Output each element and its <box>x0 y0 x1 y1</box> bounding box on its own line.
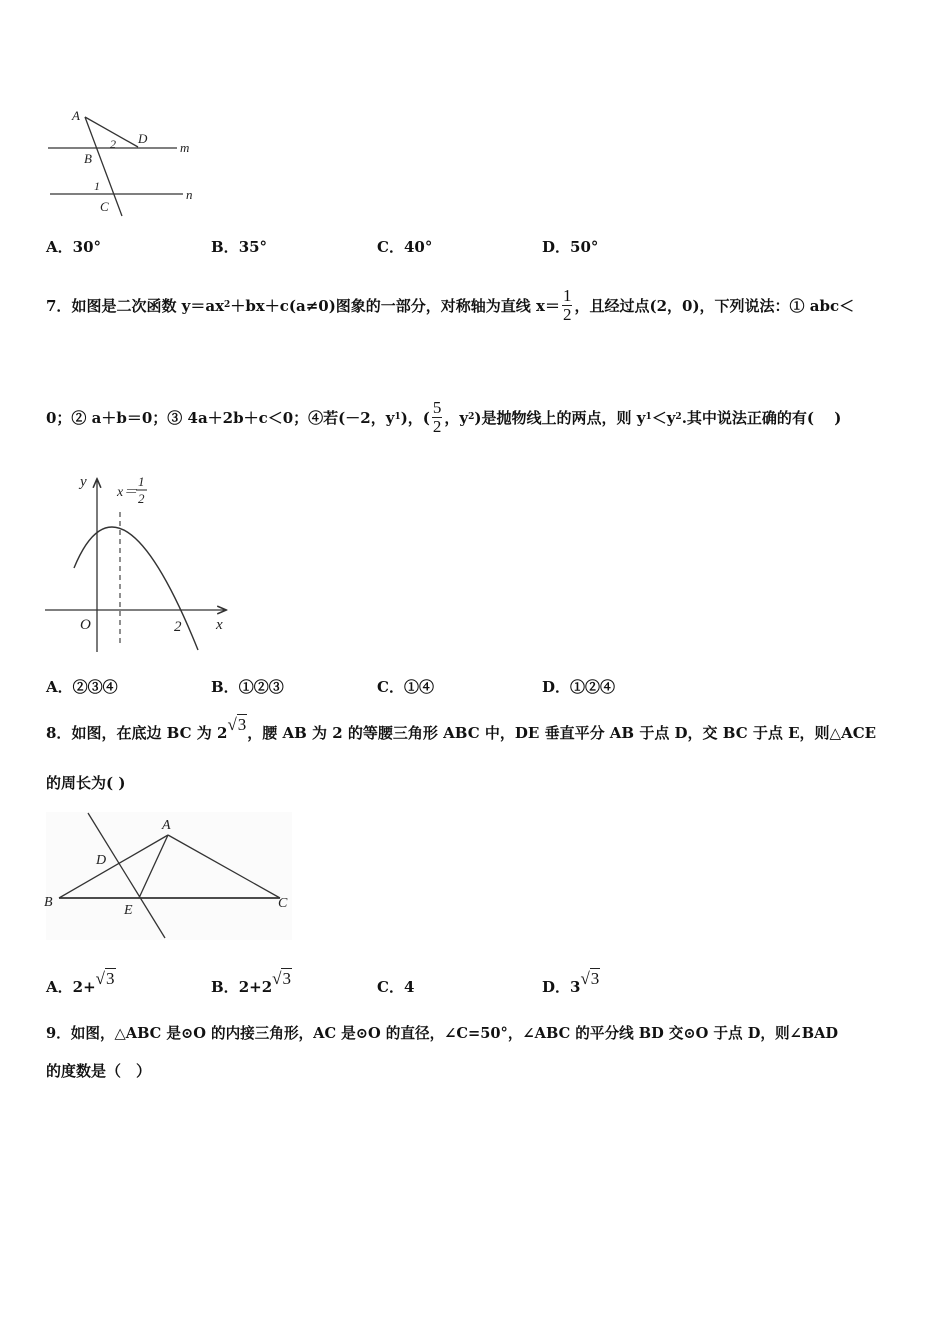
q8-option-d: D．3√3 <box>542 969 600 996</box>
q8-line-2: 的周长为( ) <box>46 774 126 792</box>
q6-option-b: B．35° <box>211 238 268 256</box>
q7-option-d: D．①②④ <box>542 678 616 696</box>
q8-option-a: A．2+√3 <box>46 969 115 996</box>
label-1: 1 <box>94 179 100 193</box>
q8-option-b: B．2+2√3 <box>211 969 291 996</box>
label-c: C <box>278 896 288 911</box>
axis-fraction-den: 2 <box>138 491 145 506</box>
axis-fraction-num: 1 <box>138 474 145 489</box>
q9-line-2: 的度数是（ ） <box>46 1062 152 1080</box>
q7-figure <box>40 470 240 660</box>
q6-option-c: C．40° <box>377 238 433 256</box>
label-a: A <box>72 108 80 123</box>
label-d: D <box>138 131 148 146</box>
q8-figure <box>40 810 300 945</box>
q7-fraction-five-halves: $\frac{5}{2}$ <box>432 397 442 436</box>
label-b: B <box>44 895 53 910</box>
q9-line-1: 9．如图，△ABC 是⊙O 的内接三角形，AC 是⊙O 的直径，∠C=50°，∠ABC 的平分线 BD 交⊙O 于点 D，则∠BAD <box>46 1025 839 1042</box>
q8-line-1: 8．如图，在底边 BC 为 2√3，腰 AB 为 2 的等腰三角形 ABC 中，DE 垂直平分 AB 于点 D，交 BC 于点 E，则△ACE <box>46 715 877 742</box>
q6-option-d: D．50° <box>542 238 599 256</box>
q7-option-c: C．①④ <box>377 678 434 696</box>
x-two-label: 2 <box>174 619 182 635</box>
q7-line-2: 0；② a＋b＝0；③ 4a＋2b＋c＜0；④若(－2，y 1 )，( $\frac{5}{2}$ ，y 2 )是抛物线上的两点，则 y 1 ＜y 2 .其中说法正确的有( ) <box>46 397 842 436</box>
q8-option-c: C．4 <box>377 978 415 996</box>
y-label: y <box>80 474 87 490</box>
label-a: A <box>162 818 171 833</box>
q7-option-b: B．①②③ <box>211 678 284 696</box>
sqrt-3: √3 <box>227 715 247 734</box>
label-m: m <box>180 140 190 155</box>
q7-option-a: A．②③④ <box>46 678 118 696</box>
label-c: C <box>100 199 109 214</box>
axis-equation: x＝ <box>117 485 138 500</box>
label-d: D <box>96 853 107 868</box>
label-b: B <box>84 151 92 166</box>
x-label: x <box>216 617 223 633</box>
q6-figure <box>40 100 210 225</box>
label-e: E <box>124 903 133 918</box>
label-n: n <box>186 187 193 202</box>
q7-fraction-half: $\frac{1}{2}$ <box>562 285 572 324</box>
label-2: 2 <box>110 137 116 151</box>
sqrt-3: √3 <box>272 969 291 988</box>
sqrt-3: √3 <box>580 969 600 988</box>
sqrt-3: √3 <box>95 969 115 988</box>
q7-line-1: 7． 如图是二次函数 y＝ax 2 ＋bx＋c(a≠0)图象的一部分，对称轴为直线 x＝ $\frac{1}{2}$ ，且经过点(2，0)，下列说法：① abc＜ <box>46 285 855 324</box>
q6-option-a: A．30° <box>46 238 102 256</box>
origin-label: O <box>80 617 91 633</box>
